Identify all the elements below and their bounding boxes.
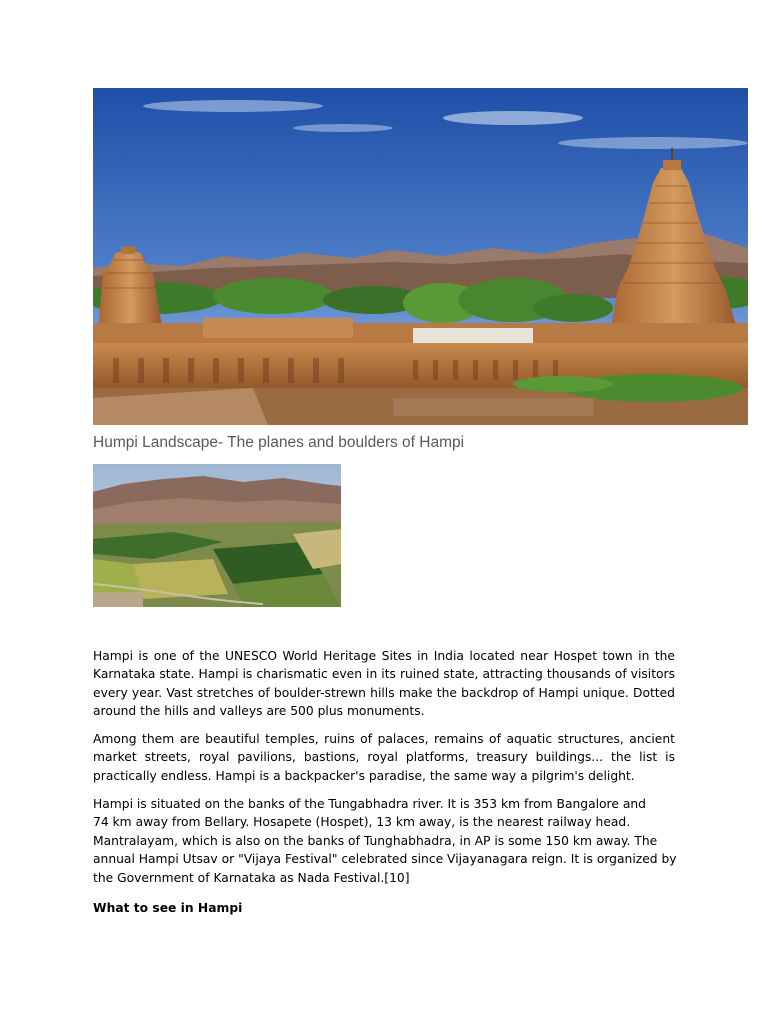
- hampi-temple-landscape-picture: [93, 88, 748, 425]
- section-heading: What to see in Hampi: [93, 901, 243, 915]
- paragraph-location-line: the Government of Karnataka as Nada Festival.[10]: [93, 870, 410, 885]
- paragraph-monuments: Among them are beautiful temples, ruins of palaces, remains of aquatic structures, ancient market streets, royal pavilions, bastions, royal platforms, treasury buildings... the list is practically endless. Hampi is a backpacker's paradise, the same way a pilgrim's delight.: [93, 732, 675, 783]
- thumbnail-image: [93, 464, 341, 607]
- paragraph-location-line: Hampi is situated on the banks of the Tungabhadra river. It is 353 km from Bangalore and: [93, 797, 646, 811]
- hero-image: [93, 88, 748, 425]
- paragraph-location-line: annual Hampi Utsav or "Vijaya Festival" celebrated since Vijayanagara reign. It is organized by: [93, 852, 677, 867]
- paragraph-location-line: Mantralayam, which is also on the banks of Tunghabhadra, in AP is some 150 km away. The: [93, 833, 658, 848]
- image-caption: Humpi Landscape- The planes and boulders of Hampi: [93, 434, 465, 451]
- paragraph-location-line: 74 km away from Bellary. Hosapete (Hospet), 13 km away, is the nearest railway head.: [93, 815, 631, 830]
- paragraph-intro: Hampi is one of the UNESCO World Heritage Sites in India located near Hospet town in the Karnataka state. Hampi is charismatic even in its ruined state, attracting thousands of visitors every year. Vast stretches of boulder-strewn hills make the backdrop of Hampi unique. Dotted around the hills and valleys are 500 plus monuments.: [93, 649, 675, 719]
- paragraph-location: [93, 795, 675, 887]
- hampi-aerial-valley-picture: [93, 464, 341, 607]
